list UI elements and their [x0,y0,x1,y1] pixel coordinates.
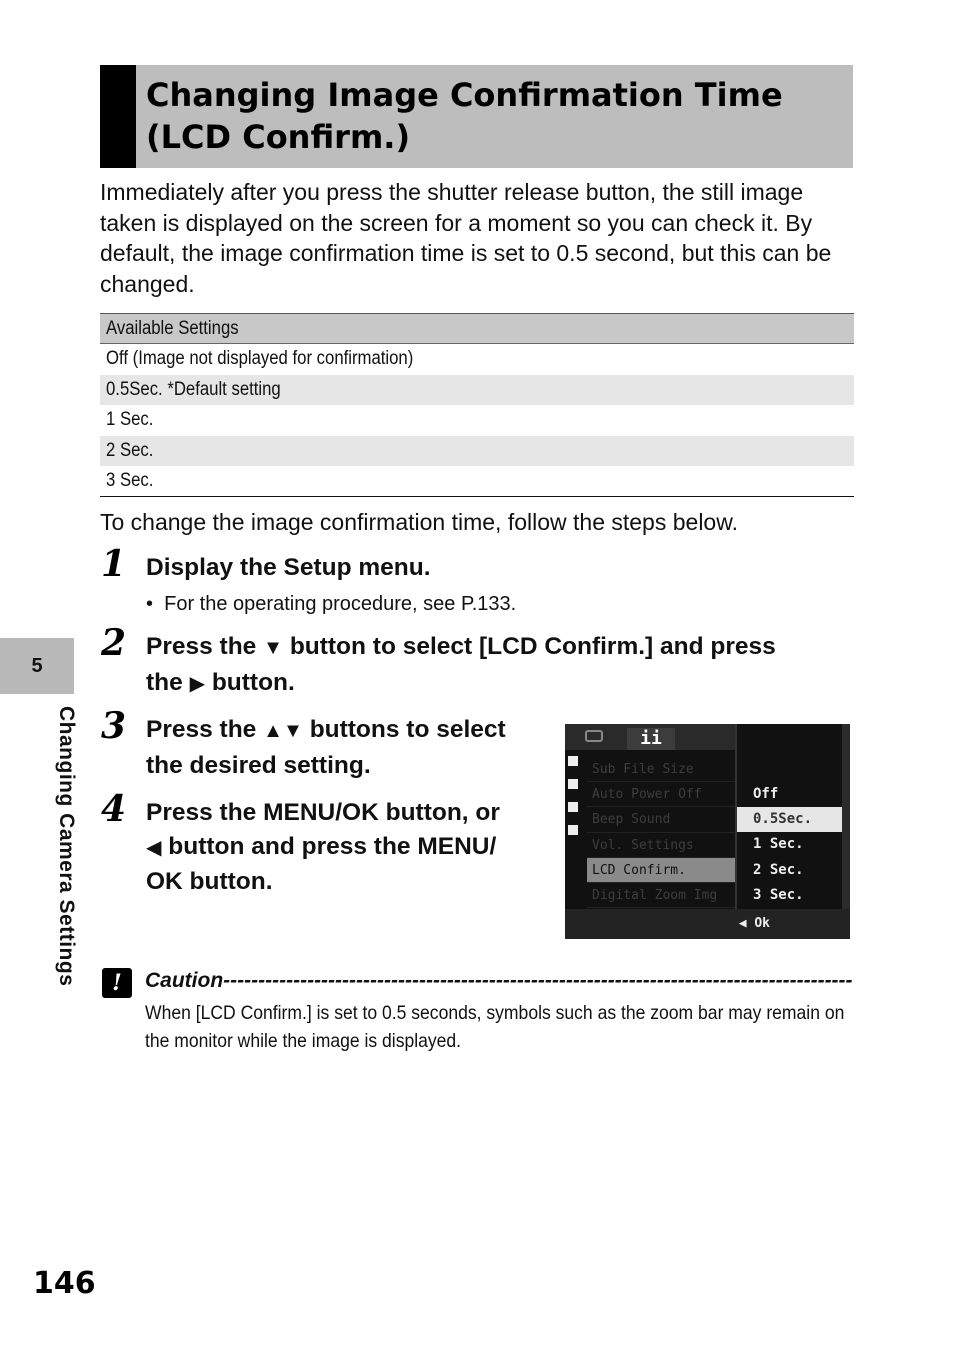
lcd-option: 3 Sec. [753,886,804,903]
lcd-option: 1 Sec. [753,836,804,853]
step-1-note-text: For the operating procedure, see P.133. [164,593,517,615]
lcd-option: Off [753,786,779,802]
title-marker [100,65,136,168]
chapter-number: 5 [31,654,43,677]
chapter-tab [0,638,74,694]
lcd-screen-illustration [565,724,850,939]
step-1-text: Display the Setup menu. [146,554,431,581]
lcd-menu-item: Beep Sound [587,807,735,832]
lcd-option: 2 Sec. [753,861,804,878]
setup-tab-icon: ii [627,728,675,750]
lcd-option-selected: 0.5Sec. [737,807,842,832]
lcd-menu-item: Digital Zoom Img [587,883,735,908]
lcd-scrollbar [842,724,850,909]
lcd-footer: ◀ Ok [565,909,850,939]
up-down-arrows-icon: ▲▼ [263,720,303,742]
lcd-tab-bar [565,724,737,750]
left-arrow-icon: ◀ [146,836,162,859]
lcd-menu-item: Auto Power Off [587,782,735,807]
right-arrow-icon: ▶ [189,672,206,695]
lcd-menu-item: Sub File Size [587,757,735,782]
camera-icon [585,730,603,742]
lcd-menu-list [587,757,735,908]
caution-text: When [LCD Confirm.] is set to 0.5 seconds, symbols such as the zoom bar may remain on the monitor while the image is displayed. [145,1002,845,1052]
caution-heading: Caution------------------------------------------------------------------------------------------ [145,969,853,992]
step-number-1: 1 [101,543,127,585]
table-row: 0.5Sec. *Default setting [100,375,854,405]
table-row: 3 Sec. [106,469,154,491]
lcd-side-indicators [568,756,580,848]
step-number-2: 2 [101,622,127,664]
down-arrow-icon: ▼ [263,637,283,659]
table-row: Off (Image not displayed for confirmation) [106,348,414,370]
step-2-text: Press the ▼ button to select [LCD Confirm.] and press the ▶ button. [146,633,776,696]
page-title-line1: Changing Image Confirmation Time [146,76,783,114]
chapter-title: Changing Camera Settings [55,706,78,987]
lcd-menu-item: Vol. Settings [587,833,735,858]
caution-icon: ! [102,968,132,998]
step-1-note: • For the operating procedure, see P.133. [146,593,517,615]
table-row: 1 Sec. [106,409,154,431]
page-title-line2: (LCD Confirm.) [146,118,411,156]
lcd-option-list [737,782,842,908]
table-row: 2 Sec. [100,436,854,466]
page-number: 146 [33,1266,96,1301]
page-title [146,74,846,158]
steps-intro: To change the image confirmation time, follow the steps below. [100,509,738,535]
lcd-menu-item-selected: LCD Confirm. [587,858,735,883]
settings-table [100,313,854,497]
step-number-4: 4 [101,788,127,830]
step-number-3: 3 [101,705,127,747]
table-header: Available Settings [100,314,854,344]
step-3-text: Press the ▲▼ buttons to select the desired setting. [146,716,506,779]
step-4-text: Press the MENU/OK button, or ◀ button and press the MENU/ OK button. [146,799,500,895]
intro-paragraph: Immediately after you press the shutter release button, the still image taken is displayed on the screen for a moment so you can check it. By default, the image confirmation time is set to 0.5 second, but this can be changed. [100,179,832,297]
